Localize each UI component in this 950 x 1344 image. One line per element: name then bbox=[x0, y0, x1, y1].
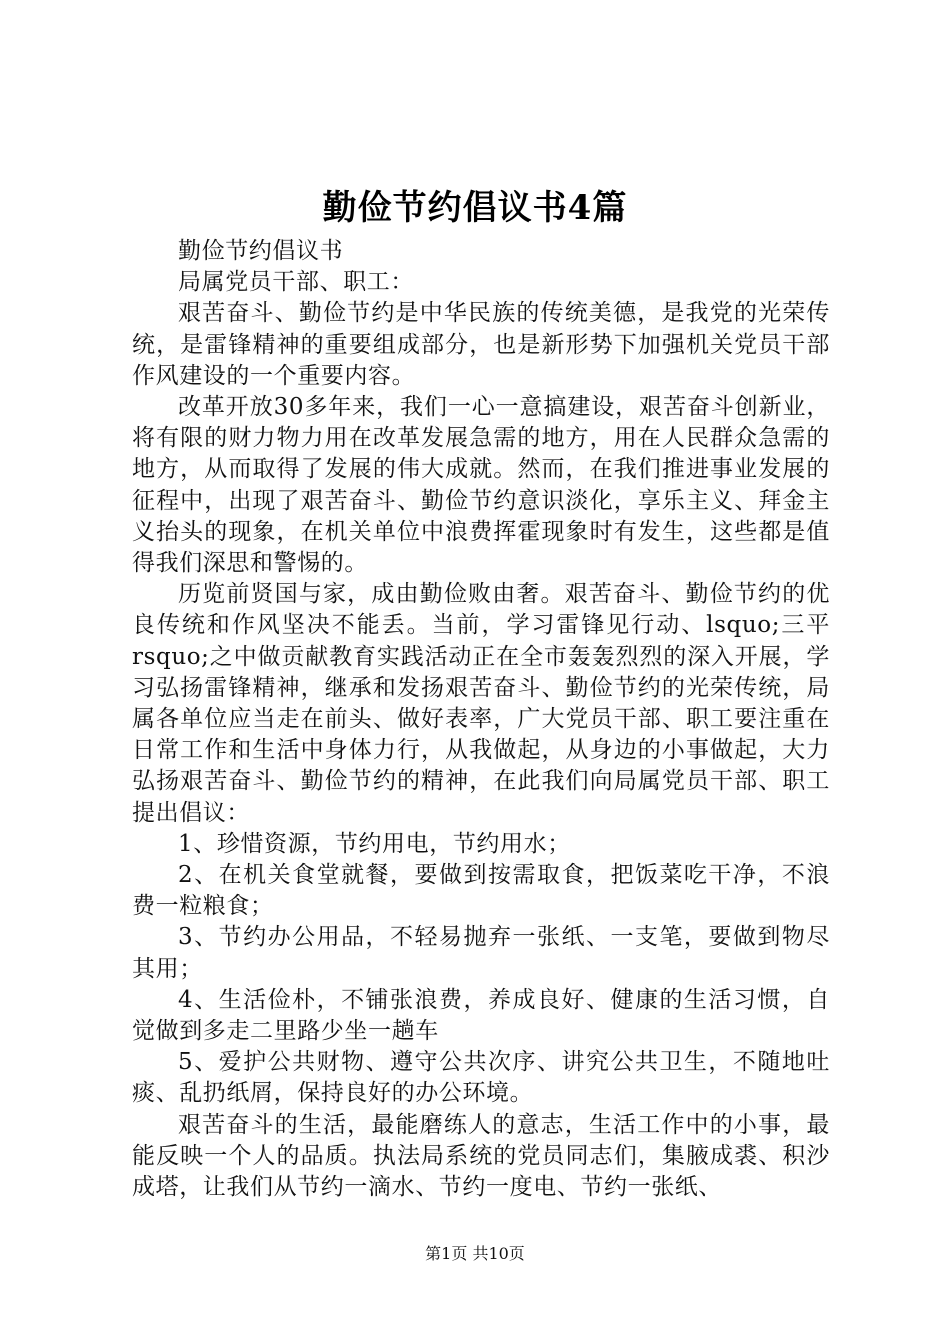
list-item: 4、生活俭朴，不铺张浪费，养成良好、健康的生活习惯，自觉做到多走二里路少坐一趟车 bbox=[132, 986, 830, 1045]
paragraph: 艰苦奋斗的生活，最能磨练人的意志，生活工作中的小事，最能反映一个人的品质。执法局系统的党员同志们，集腋成裘、积沙成塔，让我们从节约一滴水、节约一度电、节约一张纸、 bbox=[132, 1111, 830, 1201]
paragraph: 历览前贤国与家，成由勤俭败由奢。艰苦奋斗、勤俭节约的优良传统和作风坚决不能丢。当前，学习雷锋见行动、lsquo;三平rsquo;之中做贡献教育实践活动正在全市轰轰烈烈的深入开展，学习弘扬雷锋精神，继承和发扬艰苦奋斗、勤俭节约的光荣传统，局属各单位应当走在前头、做好表率，广大党员干部、职工要注重在日常工作和生活中身体力行，从我做起，从身边的小事做起，大力弘扬艰苦奋斗、勤俭节约的精神，在此我们向局属党员干部、职工提出倡议： bbox=[132, 581, 830, 826]
page-footer: 第1页 共10页 bbox=[425, 1244, 525, 1263]
list-item: 5、爱护公共财物、遵守公共次序、讲究公共卫生，不随地吐痰、乱扔纸屑，保持良好的办公环境。 bbox=[132, 1049, 830, 1107]
list-item: 3、节约办公用品，不轻易抛弃一张纸、一支笔，要做到物尽其用； bbox=[132, 924, 830, 982]
paragraph-heading: 勤俭节约倡议书 bbox=[178, 238, 344, 264]
paragraph-salutation: 局属党员干部、职工： bbox=[178, 269, 414, 296]
list-item: 1、珍惜资源，节约用电，节约用水； bbox=[178, 830, 571, 857]
document-title: 勤俭节约倡议书4篇 bbox=[322, 188, 628, 228]
paragraph: 艰苦奋斗、勤俭节约是中华民族的传统美德，是我党的光荣传统，是雷锋精神的重要组成部分，也是新形势下加强机关党员干部作风建设的一个重要内容。 bbox=[132, 300, 830, 389]
document-body bbox=[132, 236, 830, 1203]
paragraph: 改革开放30多年来，我们一心一意搞建设，艰苦奋斗创新业，将有限的财力物力用在改革发展急需的地方，用在人民群众急需的地方，从而取得了发展的伟大成就。然而，在我们推进事业发展的征程中，出现了艰苦奋斗、勤俭节约意识淡化，享乐主义、拜金主义抬头的现象，在机关单位中浪费挥霍现象时有发生，这些都是值得我们深思和警惕的。 bbox=[132, 394, 830, 577]
list-item: 2、在机关食堂就餐，要做到按需取食，把饭菜吃干净，不浪费一粒粮食； bbox=[132, 862, 830, 920]
